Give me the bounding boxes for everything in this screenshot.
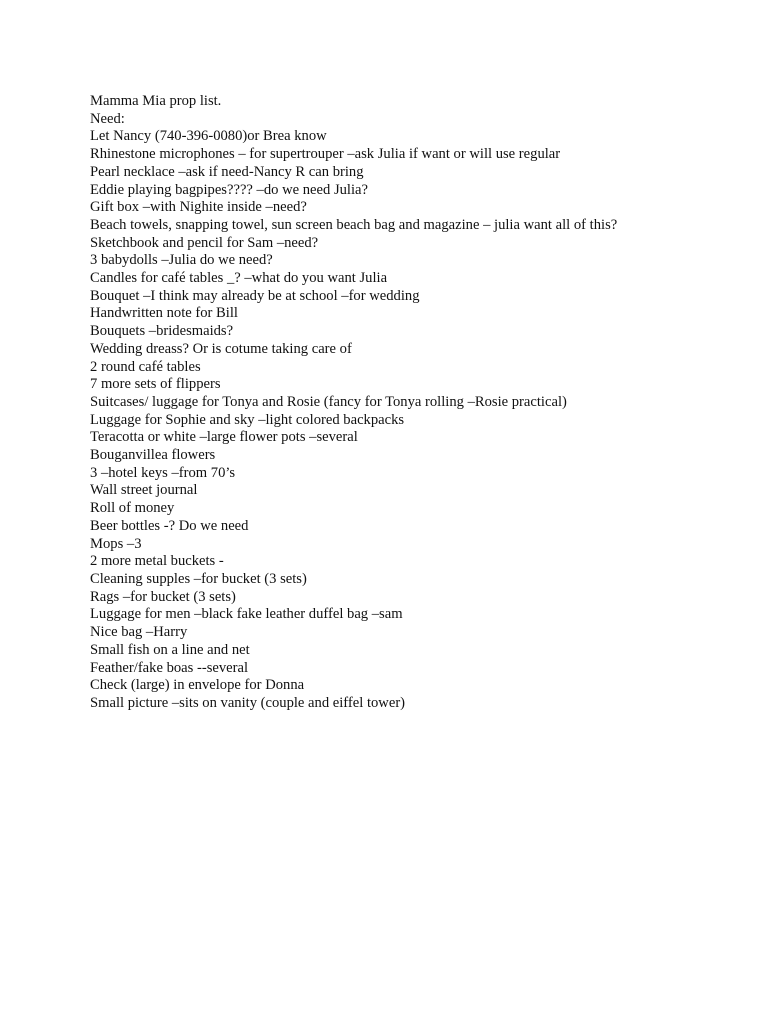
list-item: Suitcases/ luggage for Tonya and Rosie (fancy for Tonya rolling –Rosie practical) bbox=[90, 393, 567, 410]
list-item: Let Nancy (740-396-0080)or Brea know bbox=[90, 128, 327, 145]
document-title: Mamma Mia prop list. bbox=[90, 93, 222, 109]
list-item: Bouquets –bridesmaids? bbox=[90, 323, 234, 340]
list-item: Rags –for bucket (3 sets) bbox=[90, 588, 236, 605]
list-item: Gift box –with Nighite inside –need? bbox=[90, 199, 307, 216]
list-item: 3 –hotel keys –from 70’s bbox=[90, 464, 236, 481]
prop-list bbox=[90, 93, 750, 713]
list-item: Beer bottles -? Do we need bbox=[90, 517, 249, 534]
list-item: Small fish on a line and net bbox=[90, 641, 250, 658]
list-item: Roll of money bbox=[90, 500, 175, 517]
list-item: Small picture –sits on vanity (couple and eiffel tower) bbox=[90, 694, 406, 711]
list-item: Check (large) in envelope for Donna bbox=[90, 677, 305, 694]
list-item: Pearl necklace –ask if need-Nancy R can bring bbox=[90, 163, 364, 180]
list-item: Teracotta or white –large flower pots –several bbox=[90, 429, 358, 446]
list-item: Beach towels, snapping towel, sun screen beach bag and magazine – julia want all of this? bbox=[90, 216, 618, 233]
list-item: Bouganvillea flowers bbox=[90, 447, 216, 464]
list-item: Candles for café tables _? –what do you want Julia bbox=[90, 270, 388, 287]
list-item: Luggage for Sophie and sky –light colored backpacks bbox=[90, 411, 405, 428]
list-item: Bouquet –I think may already be at school –for wedding bbox=[90, 287, 420, 304]
list-item: 3 babydolls –Julia do we need? bbox=[90, 252, 273, 269]
list-item: Luggage for men –black fake leather duffel bag –sam bbox=[90, 606, 403, 623]
list-item: Wall street journal bbox=[90, 482, 198, 499]
list-item: Cleaning supples –for bucket (3 sets) bbox=[90, 570, 307, 587]
list-item: Nice bag –Harry bbox=[90, 624, 188, 641]
list-item: Wedding dreass? Or is cotume taking care of bbox=[90, 340, 352, 357]
list-item: 2 more metal buckets - bbox=[90, 553, 224, 570]
list-item: 7 more sets of flippers bbox=[90, 376, 221, 393]
list-item: Eddie playing bagpipes???? –do we need Julia? bbox=[90, 181, 368, 198]
document-subheading: Need: bbox=[90, 110, 125, 127]
list-item: Feather/fake boas --several bbox=[90, 659, 249, 676]
list-item: Mops –3 bbox=[90, 535, 142, 552]
list-item: 2 round café tables bbox=[90, 358, 201, 375]
list-item: Handwritten note for Bill bbox=[90, 305, 238, 322]
list-item: Sketchbook and pencil for Sam –need? bbox=[90, 234, 319, 251]
list-item: Rhinestone microphones – for supertrouper –ask Julia if want or will use regular bbox=[90, 146, 561, 163]
